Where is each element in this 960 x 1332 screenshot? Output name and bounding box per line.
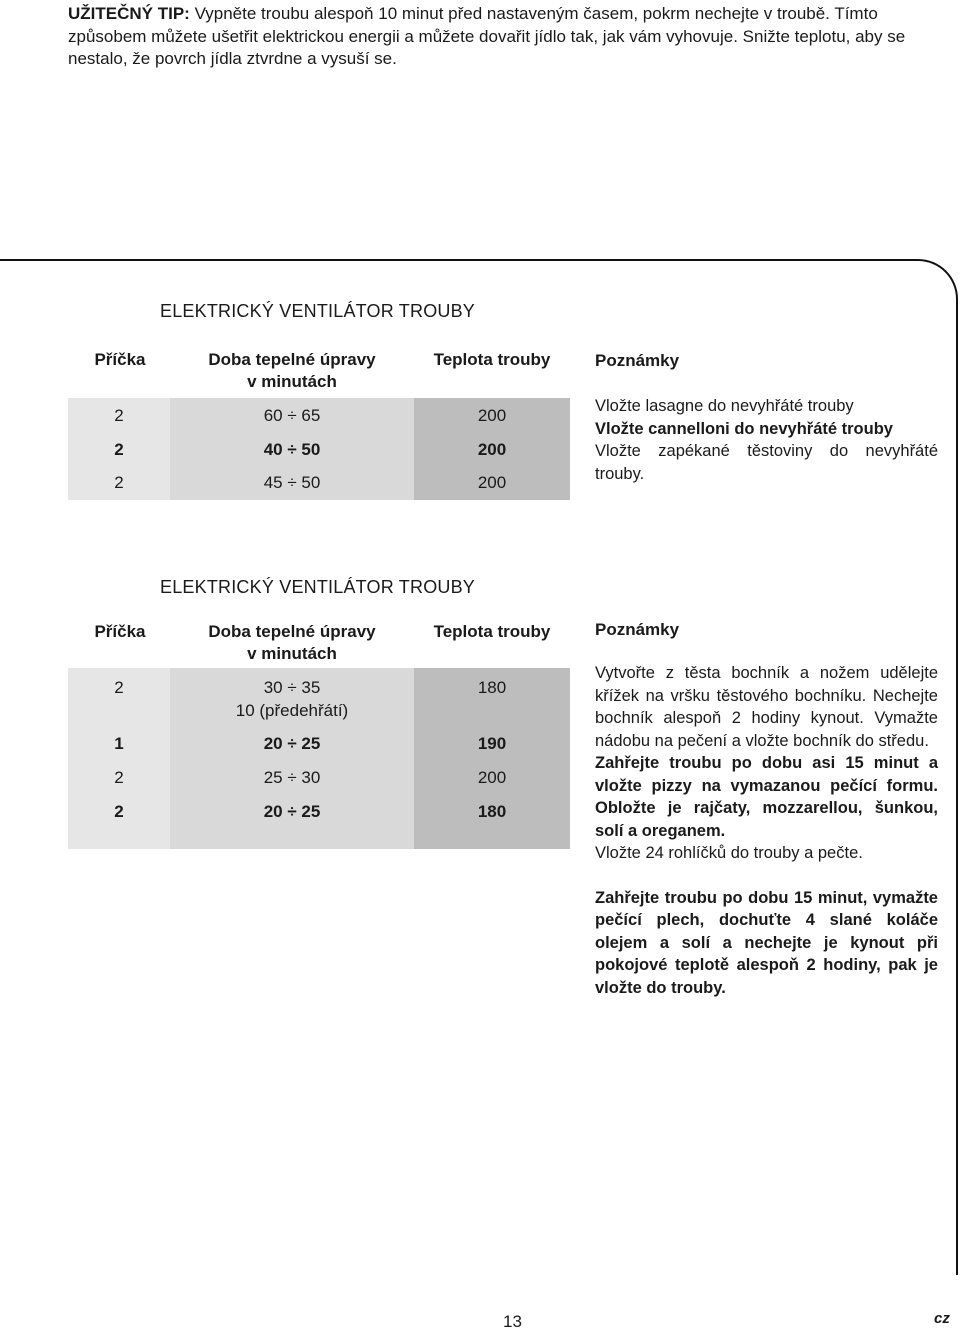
table1-header-time-line2: v minutách — [247, 372, 337, 391]
table2-header-temp: Teplota trouby — [433, 622, 551, 641]
table1-note: Vložte cannelloni do nevyhřáté trouby — [595, 419, 893, 438]
table2-note: Zahřejte troubu po dobu 15 minut, vymažte pečící plech, dochuťte 4 slané koláče olejem a solí a nechejte je kynout při pokojové teplotě alespoň 2 hodiny, pak je vložte do trouby. — [595, 888, 938, 997]
frame-right-border — [956, 305, 958, 1275]
table1-header-temp: Teplota trouby — [433, 350, 551, 369]
table1-notes — [595, 395, 938, 485]
table2-cell-shelf: 2 — [114, 678, 124, 697]
table2-cell-time: 20 ÷ 25 — [263, 802, 321, 821]
table1-header-shelf: Příčka — [94, 350, 146, 369]
table2-cell-temp: 180 — [477, 678, 507, 697]
table1-note: Vložte zapékané těstoviny do nevyhřáté trouby. — [595, 442, 938, 483]
table2-header-time-line2: v minutách — [247, 644, 337, 663]
table1-cell-shelf: 2 — [114, 473, 124, 492]
table1-header-notes: Poznámky — [595, 351, 680, 370]
table1-cell-shelf: 2 — [114, 440, 124, 459]
table2-note: Vložte 24 rohlíčků do trouby a pečte. — [595, 844, 863, 862]
page-number: 13 — [503, 1312, 522, 1331]
frame-corner — [900, 259, 958, 317]
table1-cell-shelf: 2 — [114, 406, 124, 425]
table2-header-notes: Poznámky — [595, 620, 680, 639]
frame-top-border — [0, 259, 910, 261]
table2-cell-temp: 180 — [477, 802, 507, 821]
table2-note: Vytvořte z těsta bochník a nožem udělejte křížek na vršku těstového bochníku. Nechejte bochník alespoň 2 hodiny kynout. Vymažte nádobu na pečení a vložte bochník do středu. — [595, 664, 938, 750]
table1-header-time — [172, 349, 412, 393]
table2-cell-temp: 190 — [477, 734, 507, 753]
table2-cell-time: 30 ÷ 35 — [263, 678, 321, 697]
table2-header-time — [172, 621, 412, 665]
useful-tip — [68, 3, 960, 71]
table1-cell-time: 40 ÷ 50 — [263, 440, 321, 459]
language-badge: cz — [934, 1310, 950, 1327]
table1-cell-temp: 200 — [477, 406, 507, 425]
table1-header-time-line1: Doba tepelné úpravy — [208, 350, 376, 369]
table1-cell-temp: 200 — [477, 440, 507, 459]
table1-note: Vložte lasagne do nevyhřáté trouby — [595, 397, 854, 415]
table2-notes — [595, 662, 938, 999]
table2-cell-time: 20 ÷ 25 — [263, 734, 321, 753]
tip-label: UŽITEČNÝ TIP: — [68, 4, 190, 23]
table2-cell-time-note: 10 (předehřátí) — [235, 701, 349, 720]
table2-header-shelf: Příčka — [94, 622, 146, 641]
table2-cell-shelf: 2 — [114, 768, 124, 787]
table1-cell-temp: 200 — [477, 473, 507, 492]
table2-title: ELEKTRICKÝ VENTILÁTOR TROUBY — [160, 577, 476, 597]
table2-header-time-line1: Doba tepelné úpravy — [208, 622, 376, 641]
table2-cell-shelf: 1 — [114, 734, 124, 753]
table1-cell-time: 60 ÷ 65 — [263, 406, 321, 425]
table1-title: ELEKTRICKÝ VENTILÁTOR TROUBY — [160, 301, 476, 321]
tip-text: Vypněte troubu alespoň 10 minut před nastaveným časem, pokrm nechejte v troubě. Tímto způsobem můžete ušetřit elektrickou energii a můžete dovařit jídlo tak, jak vám vyhovuje. Snižte teplotu, aby se nestalo, že povrch jídla ztvrdne a vysuší se. — [68, 4, 906, 68]
table1-cell-time: 45 ÷ 50 — [263, 473, 321, 492]
table2-note: Zahřejte troubu po dobu asi 15 minut a vložte pizzy na vymazanou pečící formu. Obložte je rajčaty, mozzarellou, šunkou, solí a oreganem. — [595, 754, 938, 840]
table2-cell-temp: 200 — [477, 768, 507, 787]
table2-cell-time: 25 ÷ 30 — [263, 768, 321, 787]
table2-cell-shelf: 2 — [114, 802, 124, 821]
